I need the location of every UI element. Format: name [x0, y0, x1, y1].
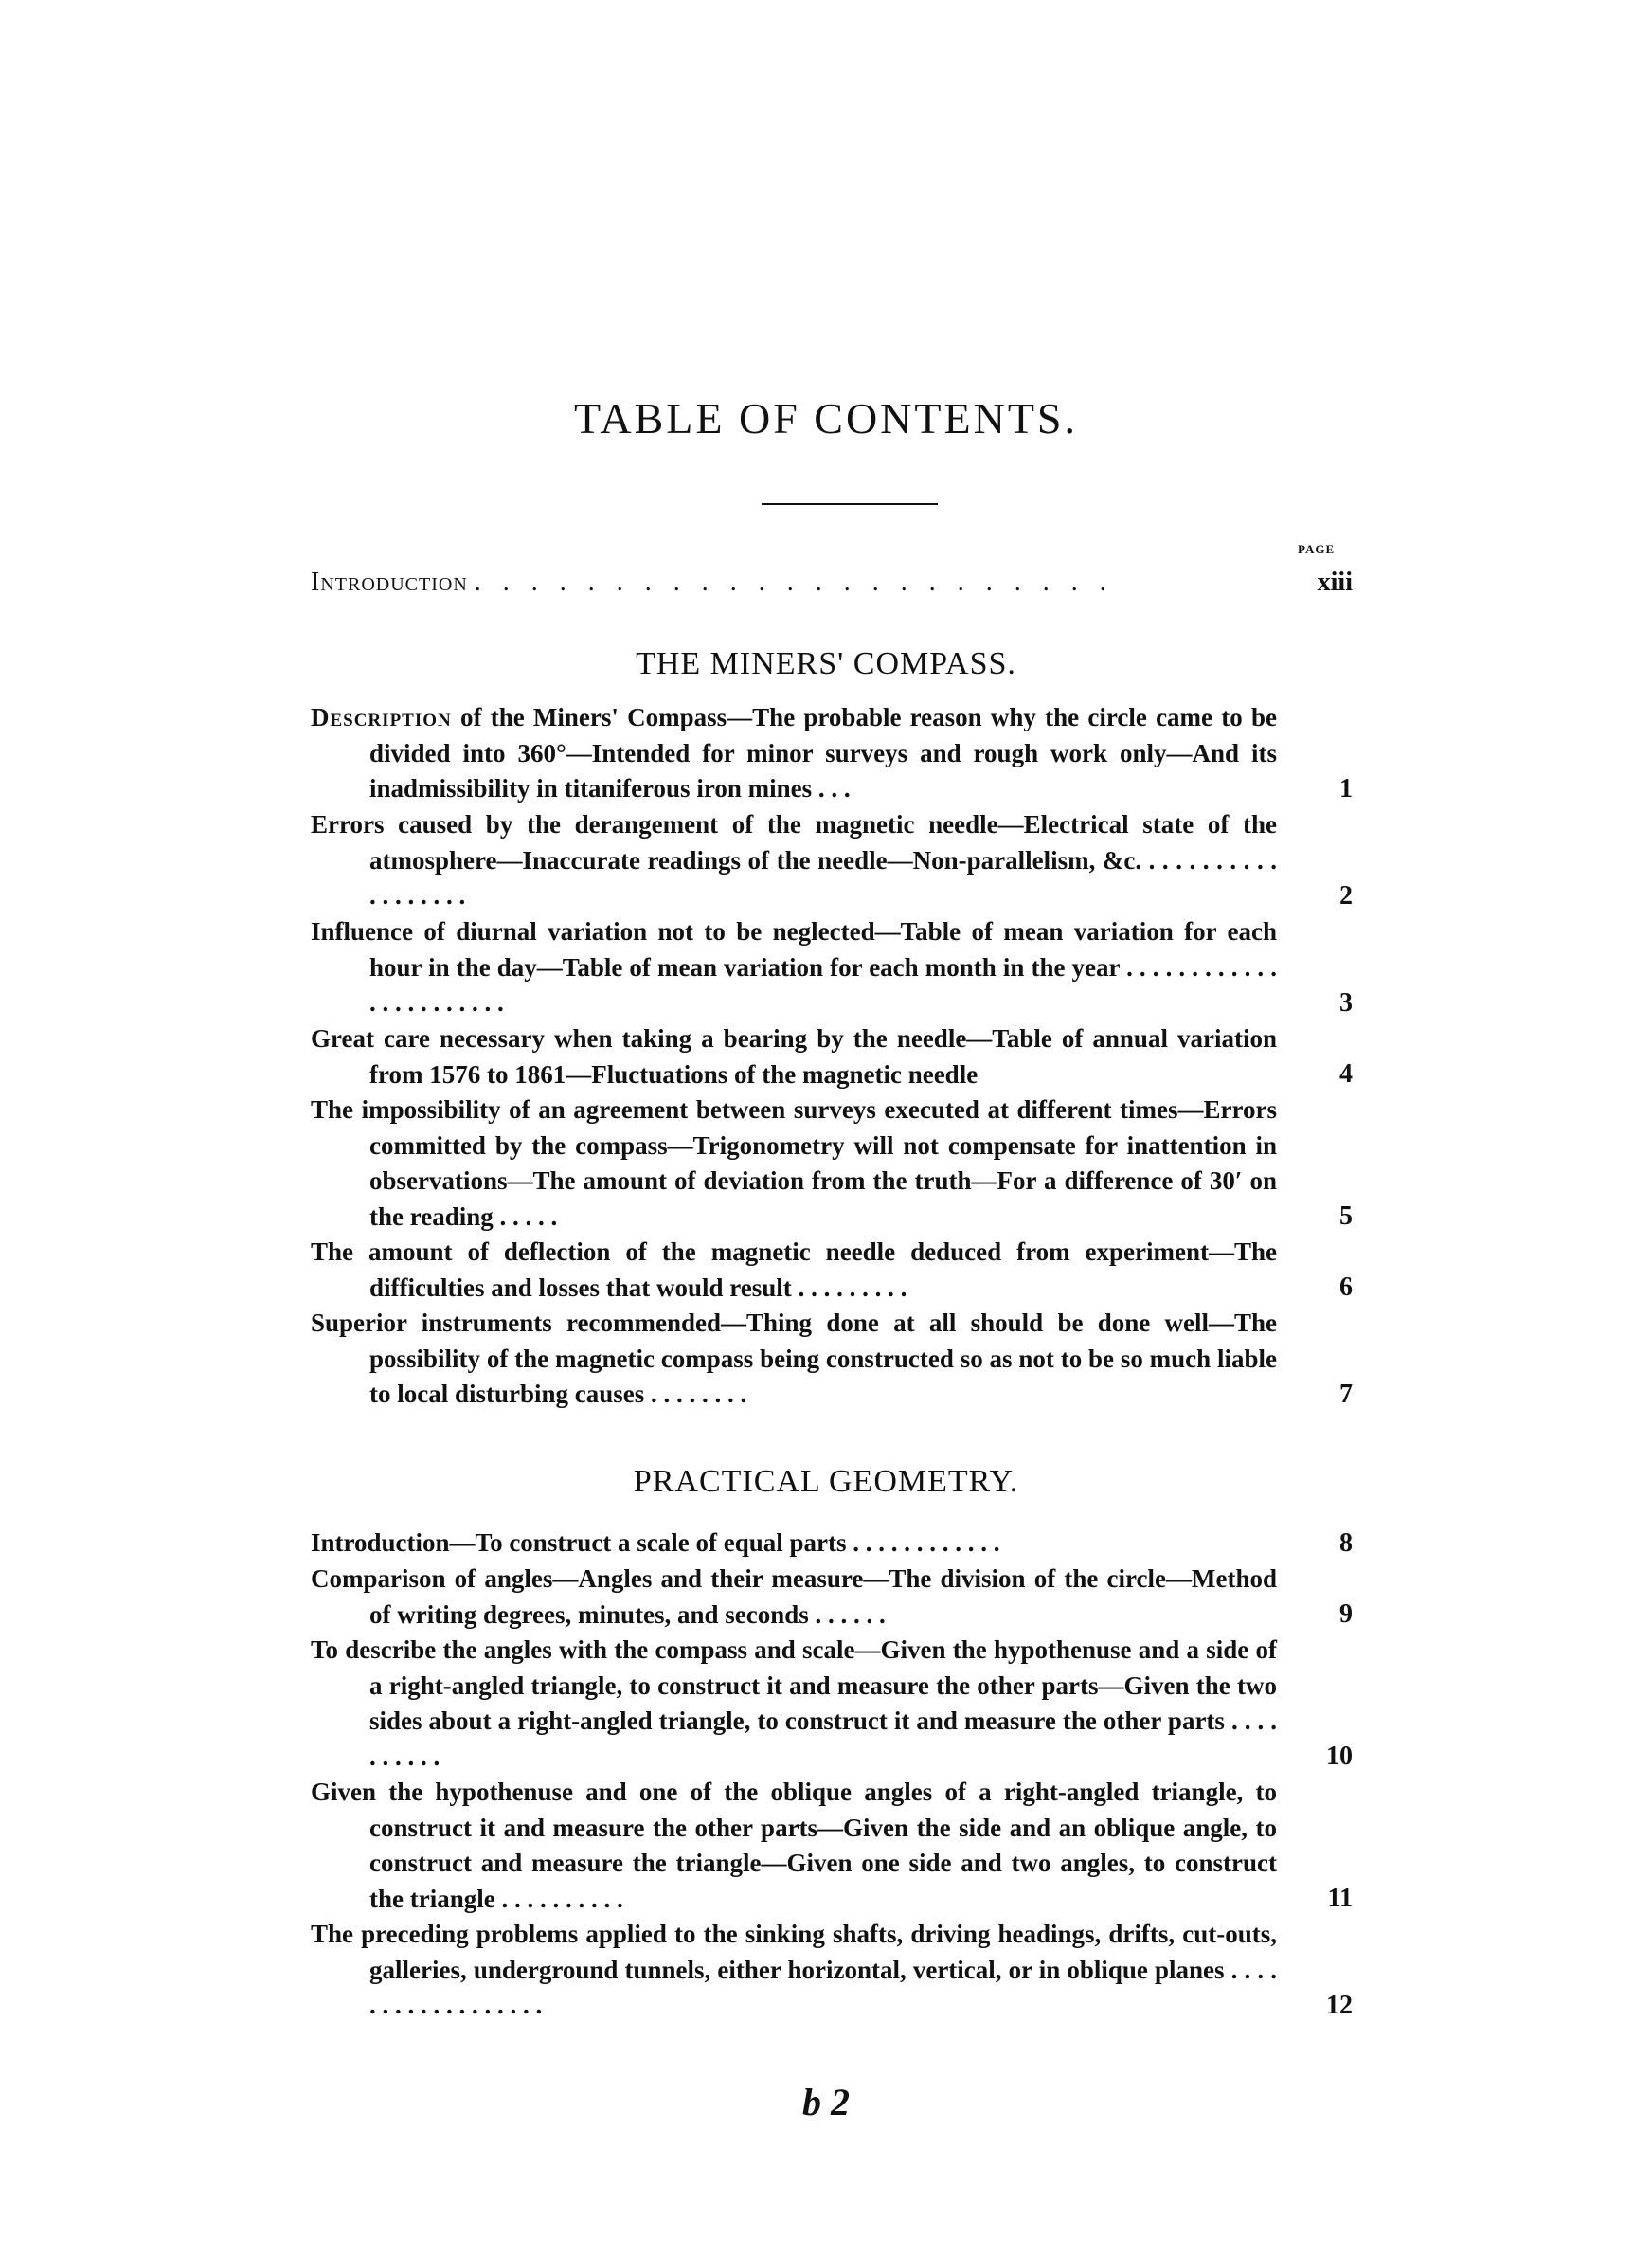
toc-entry: Comparison of angles—Angles and their measure—The division of the circle—Method of writing degrees, minutes, and seconds . . . . . . 9 — [311, 1564, 1353, 1630]
toc-entry: Influence of diurnal variation not to be neglected—Table of mean variation for each hour in the day—Table of mean variation for each month in the year . . . . . . . . . . . . . . . . . . . . . . . 3 — [311, 917, 1353, 1019]
toc-entry: Great care necessary when taking a bearing by the needle—Table of annual variation from 1576 to 1861—Fluctuations of the magnetic needle 4 — [311, 1024, 1353, 1090]
page-title: TABLE OF CONTENTS. — [573, 394, 1079, 442]
page-column-label: PAGE — [1298, 542, 1336, 556]
section-list-geometry — [311, 1526, 1353, 2024]
toc-entry: The amount of deflection of the magnetic needle deduced from experiment—The difficulties and losses that would result . . . . . . . . . 6 — [311, 1237, 1353, 1303]
toc-entry: To describe the angles with the compass and scale—Given the hypothenuse and a side of a right-angled triangle, to construct it and measure the other parts—Given the two sides about a right-angled triangle, to construct it and measure the other parts . . . . . . . . . . 10 — [311, 1635, 1353, 1772]
toc-entry: Description of the Miners' Compass—The probable reason why the circle came to be divided into 360°—Intended for minor surveys and rough work only—And its inadmissibility in titaniferous iron mines . . . 1 — [311, 703, 1353, 804]
toc-entry: The preceding problems applied to the sinking shafts, driving headings, drifts, cut-outs, galleries, underground tunnels, either horizontal, vertical, or in oblique planes . . . . . . . . . . . . . . . . . . 12 — [311, 1920, 1353, 2021]
title-rule — [762, 503, 938, 505]
section-heading-geometry: PRACTICAL GEOMETRY. — [633, 1464, 1019, 1499]
section-heading-compass: THE MINERS' COMPASS. — [636, 646, 1016, 681]
toc-entry: The impossibility of an agreement between surveys executed at different times—Errors committed by the compass—Trigonometry will not compensate for inattention in observations—The amount of deviation from the truth—For a difference of 30′ on the reading . . . . . 5 — [311, 1095, 1353, 1232]
toc-entry: Superior instruments recommended—Thing done at all should be done well—The possibility of the magnetic compass being constructed so as not to be so much liable to local disturbing causes . . . . . . . . 7 — [311, 1309, 1353, 1410]
section-list-compass — [311, 700, 1353, 1413]
signature-mark: b 2 — [802, 2081, 850, 2123]
toc-entry: Errors caused by the derangement of the magnetic needle—Electrical state of the atmosphere—Inaccurate readings of the needle—Non-parallelism, &c. . . . . . . . . . . . . . . . . . . 2 — [311, 810, 1353, 912]
toc-entry: Given the hypothenuse and one of the oblique angles of a right-angled triangle, to construct it and measure the other parts—Given the side and an oblique angle, to construct and measure the triangle—Given one side and two angles, to construct the triangle . . . . . . . . . . 11 — [311, 1778, 1353, 1914]
introduction-label: Introduction — [311, 568, 468, 597]
introduction-page: xiii — [1317, 568, 1353, 597]
introduction-row: Introduction . . . . . . . . . . . . . . . . . . . . . . . xiii — [311, 565, 1353, 601]
toc-entry: Introduction—To construct a scale of equal parts . . . . . . . . . . . . 8 — [311, 1528, 1353, 1559]
